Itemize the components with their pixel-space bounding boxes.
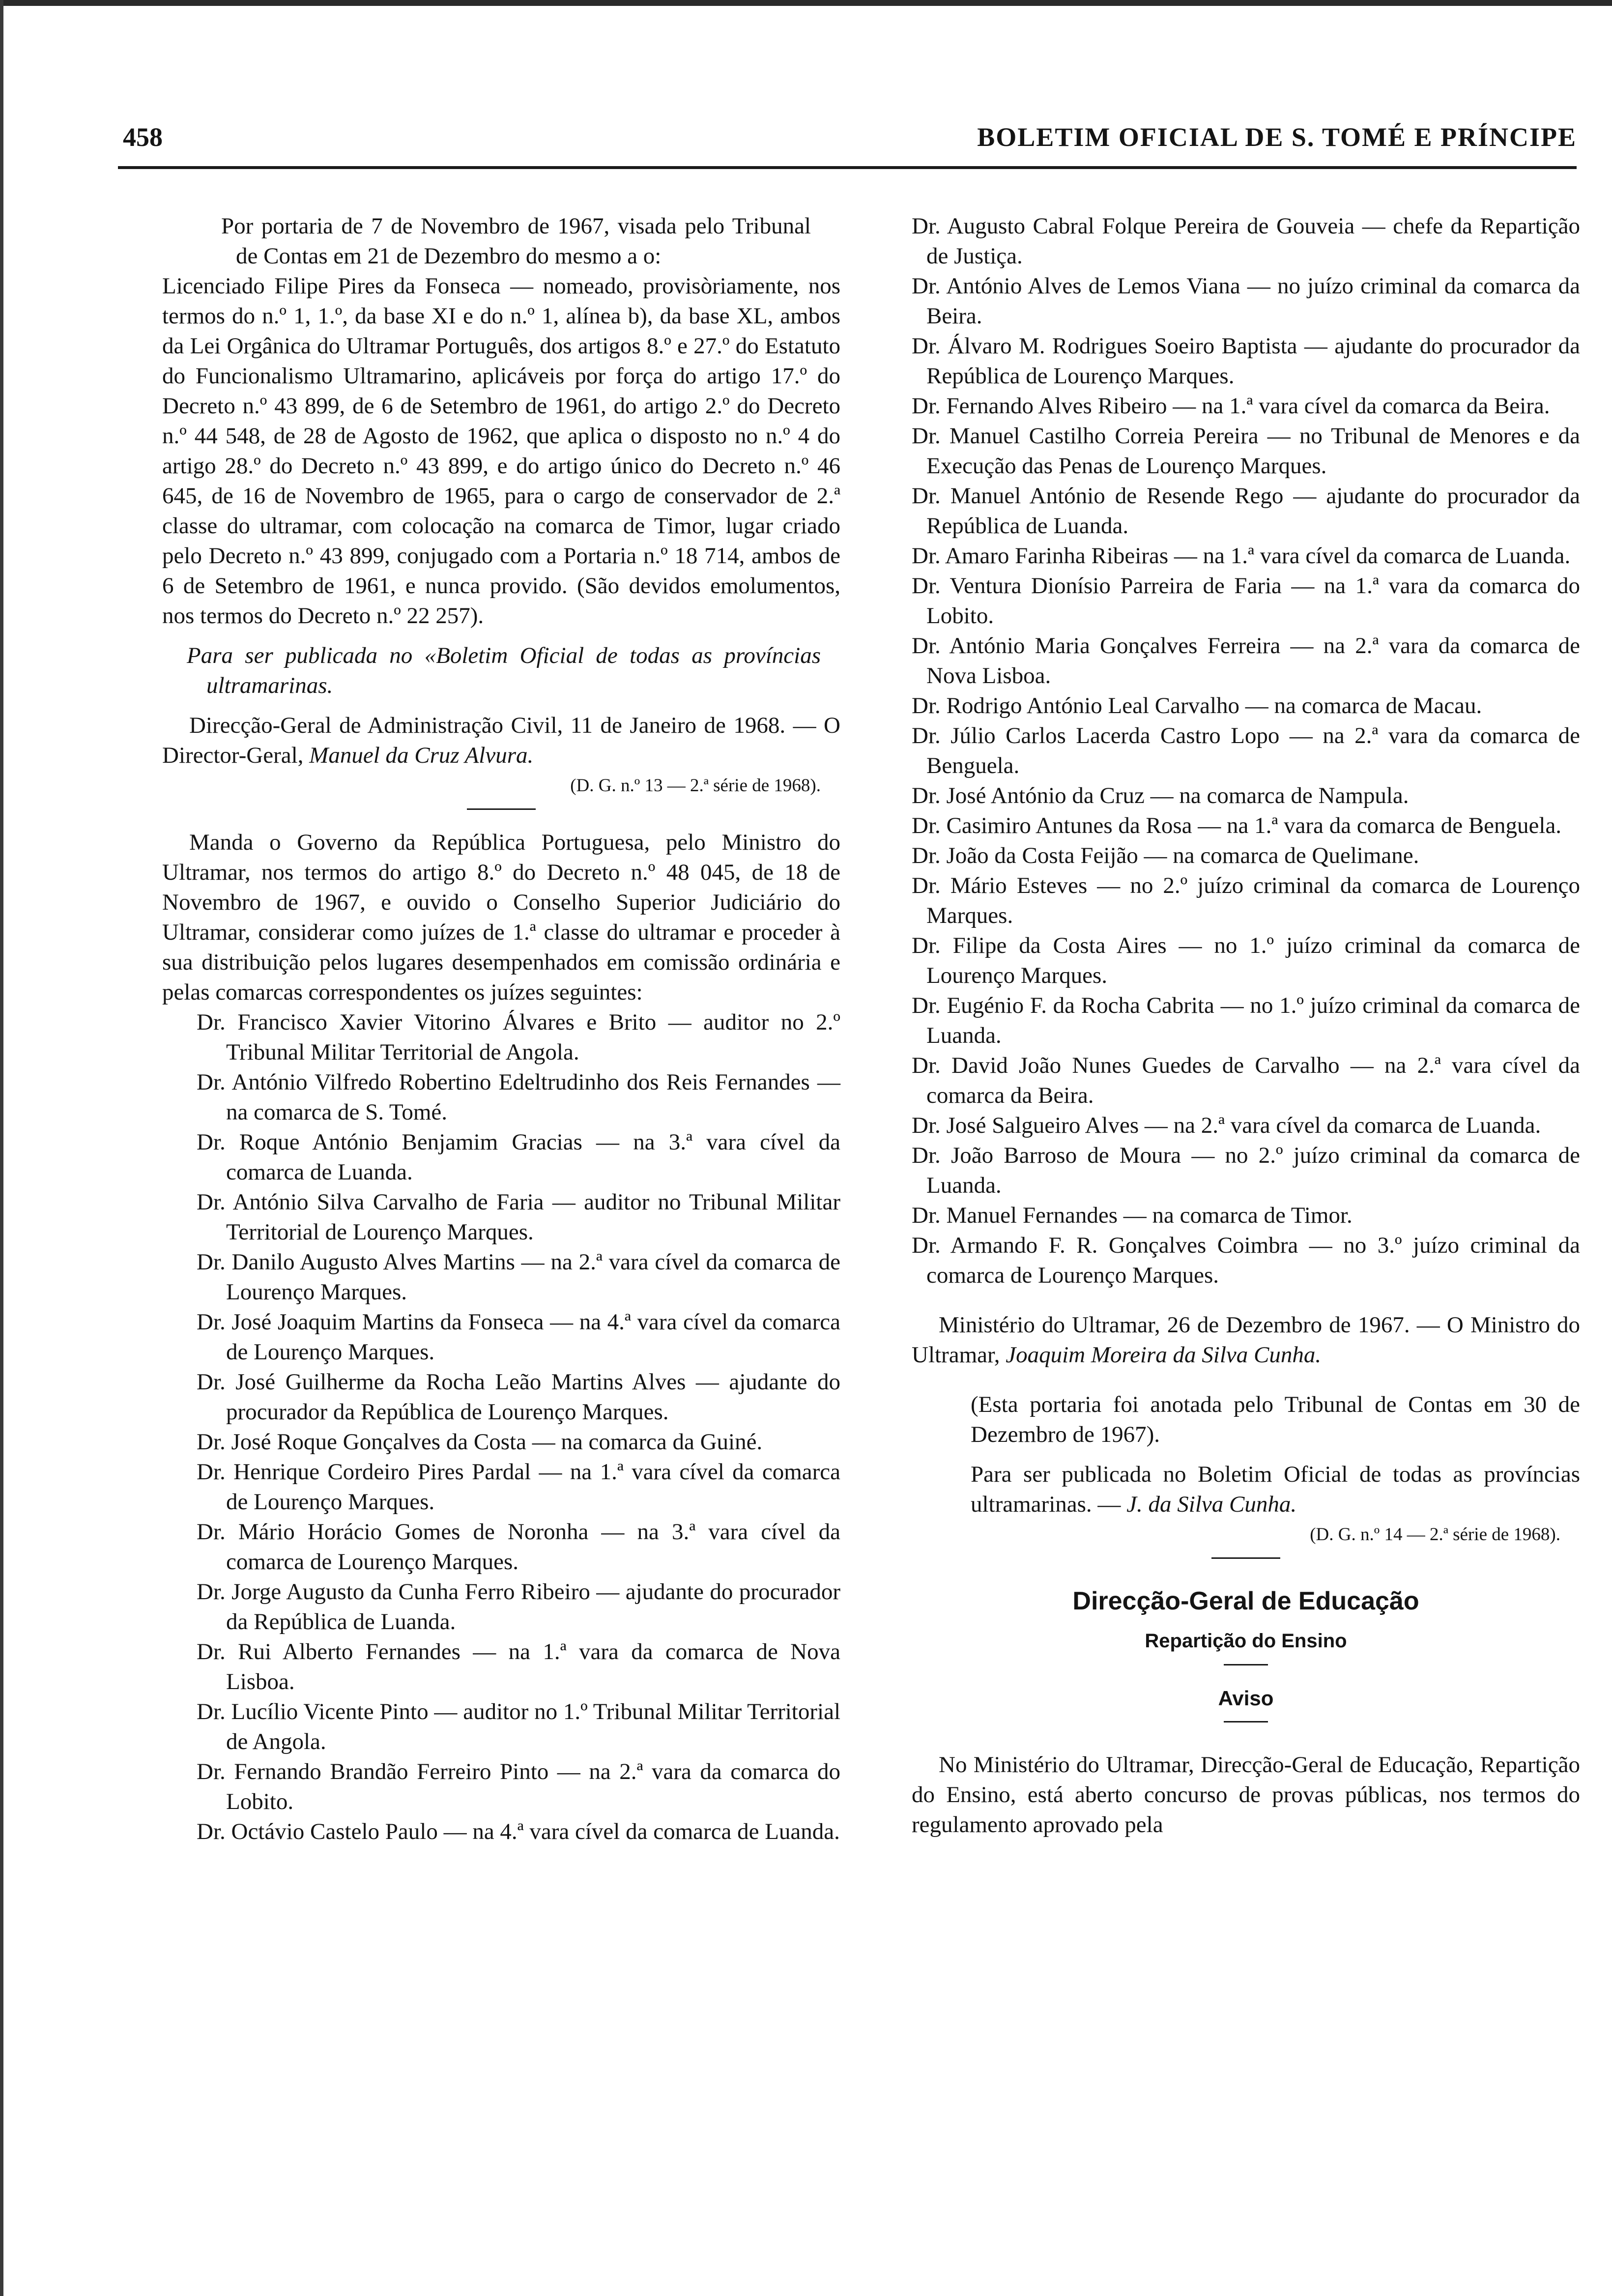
page-frame-left <box>0 0 3 2296</box>
section-subtitle: Repartição do Ensino <box>1145 1630 1347 1652</box>
manda-paragraph: Manda o Governo da República Portuguesa, pelo Ministro do Ultramar, nos termos do artigo 8.º do Decreto n.º 48 045, de 18 de Novembro de 1967, e ouvido o Conselho Superior Judiciário do Ultramar, considerar como juízes de 1.ª classe do ultramar e proceder à sua distribuição pelos lugares desempenhados em comissão ordinária e pelas comarcas correspondentes os juízes seguintes: <box>162 830 840 1005</box>
list-item: Dr. Filipe da Costa Aires — no 1.º juízo criminal da comarca de Lourenço Marques. <box>912 933 1580 988</box>
ministerio-text: Ministério do Ultramar, 26 de Dezembro de 1967. — O Ministro do Ultramar, <box>912 1312 1580 1368</box>
aviso-heading: Aviso <box>1218 1687 1274 1710</box>
list-item: Dr. Lucílio Vicente Pinto — auditor no 1.º Tribunal Militar Territorial de Angola. <box>197 1699 840 1754</box>
list-item: Dr. Rui Alberto Fernandes — na 1.ª vara da comarca de Nova Lisboa. <box>197 1639 840 1694</box>
page-frame-top <box>0 0 1612 6</box>
list-item: Dr. Augusto Cabral Folque Pereira de Gouveia — chefe da Repartição de Justiça. <box>912 213 1580 269</box>
list-item: Dr. Manuel Castilho Correia Pereira — no Tribunal de Menores e da Execução das Penas de Lourenço Marques. <box>912 423 1580 479</box>
direccao-text: Direcção-Geral de Administração Civil, 11 de Janeiro de 1968. — O Director-Geral, <box>162 713 840 768</box>
list-item: Dr. Fernando Brandão Ferreiro Pinto — na 2.ª vara da comarca do Lobito. <box>197 1759 840 1814</box>
list-item: Dr. António Alves de Lemos Viana — no juízo criminal da comarca da Beira. <box>912 273 1580 329</box>
list-item: Dr. Danilo Augusto Alves Martins — na 2.ª vara cível da comarca de Lourenço Marques. <box>197 1249 840 1305</box>
list-item: Dr. José Joaquim Martins da Fonseca — na 4.ª vara cível da comarca de Lourenço Marques. <box>197 1309 840 1365</box>
judges-list-right <box>912 211 1580 1291</box>
list-item: Dr. Manuel António de Resende Rego — ajudante do procurador da República de Luanda. <box>912 483 1580 539</box>
running-title: BOLETIM OFICIAL DE S. TOMÉ E PRÍNCIPE <box>977 122 1577 152</box>
list-item: Dr. Eugénio F. da Rocha Cabrita — no 1.º juízo criminal da comarca de Luanda. <box>912 993 1580 1048</box>
list-item: Dr. Jorge Augusto da Cunha Ferro Ribeiro — ajudante do procurador da República de Luanda. <box>197 1579 840 1635</box>
list-item: Dr. José Guilherme da Rocha Leão Martins Alves — ajudante do procurador da República de Lourenço Marques. <box>197 1369 840 1425</box>
list-item: Dr. Júlio Carlos Lacerda Castro Lopo — na 2.ª vara da comarca de Benguela. <box>912 723 1580 778</box>
list-item: Dr. Amaro Farinha Ribeiras — na 1.ª vara cível da comarca de Luanda. <box>912 543 1571 569</box>
list-item: Dr. Mário Horácio Gomes de Noronha — na 3.ª vara cível da comarca de Lourenço Marques. <box>197 1519 840 1575</box>
list-item: Dr. Ventura Dionísio Parreira de Faria — na 1.ª vara da comarca do Lobito. <box>912 573 1580 629</box>
section-divider <box>1224 1664 1268 1665</box>
right-column <box>912 211 1580 1840</box>
judges-list-left <box>162 1007 840 1847</box>
list-item: Dr. Armando F. R. Gonçalves Coimbra — no 3.º juízo criminal da comarca de Lourenço Marques. <box>912 1233 1580 1288</box>
section-divider <box>1224 1721 1268 1722</box>
list-item: Dr. António Vilfredo Robertino Edeltrudinho dos Reis Fernandes — na comarca de S. Tomé. <box>197 1069 840 1125</box>
list-item: Dr. Octávio Castelo Paulo — na 4.ª vara cível da comarca de Luanda. <box>197 1819 840 1844</box>
section-divider <box>467 808 536 810</box>
portaria-body: Licenciado Filipe Pires da Fonseca — nomeado, provisòriamente, nos termos do n.º 1, 1.º, da base XI e do n.º 1, alínea b), da base XL, ambos da Lei Orgânica do Ultramar Português, dos artigos 8.º e 27.º do Estatuto do Funcionalismo Ultramarino, aplicáveis por força do artigo 17.º do Decreto n.º 43 899, de 6 de Setembro de 1961, do artigo 2.º do Decreto n.º 44 548, de 28 de Agosto de 1962, que aplica o disposto no n.º 4 do artigo 28.º do Decreto n.º 43 899, e do artigo único do Decreto n.º 46 645, de 16 de Novembro de 1965, para o cargo de conservador de 2.ª classe do ultramar, com colocação na comarca de Timor, lugar criado pelo Decreto n.º 43 899, conjugado com a Portaria n.º 18 714, ambos de 6 de Setembro de 1961, e nunca provido. (São devidos emolumentos, nos termos do Decreto n.º 22 257). <box>162 273 840 629</box>
list-item: Dr. Henrique Cordeiro Pires Pardal — na 1.ª vara cível da comarca de Lourenço Marques. <box>197 1459 840 1515</box>
list-item: Dr. Mário Esteves — no 2.º juízo criminal da comarca de Lourenço Marques. <box>912 873 1580 928</box>
list-item: Dr. Rodrigo António Leal Carvalho — na comarca de Macau. <box>912 693 1482 718</box>
page-number: 458 <box>123 122 163 152</box>
list-item: Dr. António Silva Carvalho de Faria — auditor no Tribunal Militar Territorial de Lourenço Marques. <box>197 1189 840 1245</box>
ministerio-paragraph <box>912 1310 1580 1370</box>
section-title: Direcção-Geral de Educação <box>1072 1587 1419 1615</box>
portaria-heading: Por portaria de 7 de Novembro de 1967, visada pelo Tribunal de Contas em 21 de Dezembro do mesmo a o: <box>221 213 811 269</box>
direccao-signature: Manuel da Cruz Alvura. <box>309 743 534 768</box>
list-item: Dr. José António da Cruz — na comarca de Nampula. <box>912 783 1409 808</box>
list-item: Dr. David João Nunes Guedes de Carvalho — na 2.ª vara cível da comarca da Beira. <box>912 1053 1580 1108</box>
header-rule <box>118 166 1577 169</box>
list-item: Dr. Roque António Benjamim Gracias — na 3.ª vara cível da comarca de Luanda. <box>197 1129 840 1185</box>
anotada-note: (Esta portaria foi anotada pelo Tribunal de Contas em 30 de Dezembro de 1967). <box>971 1392 1580 1447</box>
list-item: Dr. António Maria Gonçalves Ferreira — na 2.ª vara da comarca de Nova Lisboa. <box>912 633 1580 689</box>
list-item: Dr. João Barroso de Moura — no 2.º juízo criminal da comarca de Luanda. <box>912 1143 1580 1198</box>
list-item: Dr. Francisco Xavier Vitorino Álvares e Brito — auditor no 2.º Tribunal Militar Territorial de Angola. <box>197 1009 840 1065</box>
list-item: Dr. Manuel Fernandes — na comarca de Timor. <box>912 1203 1353 1228</box>
list-item: Dr. Casimiro Antunes da Rosa — na 1.ª vara da comarca de Benguela. <box>912 813 1562 838</box>
page-header <box>123 122 1577 156</box>
publish-note: Para ser publicada no «Boletim Oficial de todas as províncias ultramarinas. <box>187 643 821 698</box>
publicada-paragraph <box>912 1460 1580 1520</box>
dg-reference-1: (D. G. n.º 13 — 2.ª série de 1968). <box>570 775 821 796</box>
dg-reference-2: (D. G. n.º 14 — 2.ª série de 1968). <box>1310 1524 1560 1545</box>
ministerio-signature: Joaquim Moreira da Silva Cunha. <box>1006 1342 1322 1368</box>
publicada-text: Para ser publicada no Boletim Oficial de todas as províncias ultramarinas. — <box>971 1462 1580 1517</box>
list-item: Dr. João da Costa Feijão — na comarca de Quelimane. <box>912 843 1419 868</box>
section-divider <box>1211 1557 1280 1559</box>
aviso-paragraph: No Ministério do Ultramar, Direcção-Geral de Educação, Repartição do Ensino, está aberto concurso de provas públicas, nos termos do regulamento aprovado pela <box>912 1752 1580 1837</box>
left-column <box>162 211 840 1847</box>
list-item: Dr. José Salgueiro Alves — na 2.ª vara cível da comarca de Luanda. <box>912 1113 1541 1138</box>
list-item: Dr. José Roque Gonçalves da Costa — na comarca da Guiné. <box>197 1429 763 1455</box>
list-item: Dr. Fernando Alves Ribeiro — na 1.ª vara cível da comarca da Beira. <box>912 393 1550 419</box>
publicada-signature: J. da Silva Cunha. <box>1126 1492 1297 1517</box>
list-item: Dr. Álvaro M. Rodrigues Soeiro Baptista — ajudante do procurador da República de Lourenço Marques. <box>912 333 1580 389</box>
direccao-paragraph <box>162 711 840 771</box>
